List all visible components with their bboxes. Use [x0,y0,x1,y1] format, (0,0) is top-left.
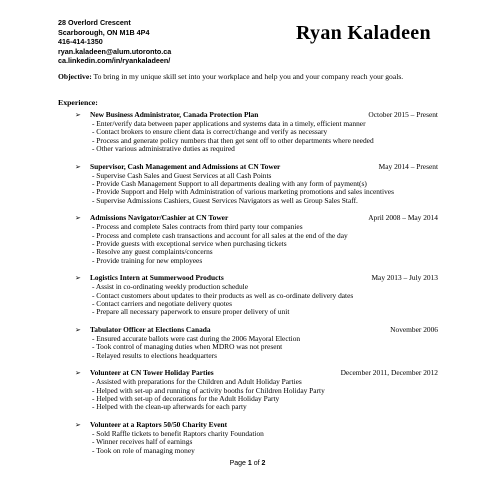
job-duties [58,430,438,455]
duty-item: - Assist in co-ordinating weekly production schedule [92,282,248,292]
job-header [58,273,438,283]
duty-item: - Took on role of managing money [92,445,195,455]
contact-street: 28 Overlord Crescent [58,18,131,27]
arrow-bullet-icon: ➢ [75,274,81,283]
duty-item: - Winner receives half of earnings [92,437,193,447]
job-date: October 2015 – Present [368,110,438,119]
job-header [58,325,438,335]
job-title: Tabulator Officer at Elections Canada [90,325,211,335]
arrow-bullet-icon: ➢ [75,421,81,430]
footer-page-label: Page [229,460,246,467]
job-date: November 2006 [390,325,438,335]
page-footer [0,460,495,467]
duty-item: - Helped with the clean-up afterwards for each party [92,402,247,412]
duty-item: - Enter/verify data between paper applications and systems data in a timely, efficient manner [92,119,366,128]
duty-item: - Supervise Admissions Cashiers, Guest Services Navigators as well as Group Sales Staff. [92,195,358,205]
duty-item: - Provide guests with exceptional service when purchasing tickets [92,238,287,248]
job-duties [58,378,438,411]
arrow-bullet-icon: ➢ [75,214,81,223]
objective-section [58,72,438,82]
job-entry [58,368,438,411]
arrow-bullet-icon: ➢ [75,369,81,378]
job-entry [58,213,438,264]
objective-text: To bring in my unique skill set into your workplace and help you and your company reach your goals. [93,72,404,81]
contact-phone: 416-414-1350 [58,37,103,47]
duty-item: - Process and generate policy numbers that then get sent off to other departments where needed [92,135,374,145]
duty-item: - Process and complete Sales contracts from third party tour companies [92,222,303,232]
duty-item: - Provide Support and Help with Administration of various marketing promotions and sales incentives [92,187,394,197]
job-title: Supervisor, Cash Management and Admissions at CN Tower [90,161,281,171]
job-header [58,368,438,378]
job-title: Volunteer at CN Tower Holiday Parties [90,368,214,378]
job-date: April 2008 – May 2014 [368,213,438,223]
duty-item: - Contact brokers to ensure client data is correct/change and verify as necessary [92,127,328,137]
duty-item: - Ensured accurate ballots were cast during the 2006 Mayoral Election [92,334,301,344]
experience-list [58,110,438,464]
job-duties [58,120,438,153]
resume-name: Ryan Kaladeen [296,22,431,44]
job-entry [58,110,438,153]
duty-item: - Helped with set-up of decorations for the Adult Holiday Party [92,394,280,404]
job-entry [58,325,438,360]
duty-item: - Contact carriers and negotiate delivery quotes [92,298,232,308]
duty-item: - Process and complete cash transactions and account for all sales at the end of the day [92,230,348,240]
objective-label: Objective: [58,72,92,81]
arrow-bullet-icon: ➢ [75,326,81,335]
duty-item: - Took control of managing duties when MDRO was not present [92,342,283,352]
experience-heading: Experience: [58,98,98,107]
duty-item: - Assisted with preparations for the Children and Adult Holiday Parties [92,377,302,387]
contact-block [58,18,171,66]
job-date: December 2011, December 2012 [340,368,438,378]
job-duties [58,335,438,360]
job-header [58,420,438,430]
duty-item: - Sold Raffle tickets to benefit Raptors charity Foundation [92,429,264,439]
job-title: Admissions Navigator/Cashier at CN Tower [90,213,229,223]
arrow-bullet-icon: ➢ [75,162,81,171]
job-header [58,110,438,120]
duty-item: - Helped with set-up and running of activity booths for Children Holiday Party [92,385,325,395]
duty-item: - Provide training for new employees [92,255,203,265]
job-title: Logistics Intern at Summerwood Products [90,273,224,283]
contact-email[interactable]: ryan.kaladeen@alum.utoronto.ca [58,46,172,56]
arrow-bullet-icon: ➢ [75,111,81,119]
duty-item: - Prepare all necessary paperwork to ensure proper delivery of unit [92,307,290,317]
footer-total-pages: 2 [261,460,266,467]
footer-of-label: of [253,460,260,467]
duty-item: - Other various administrative duties as required [92,143,235,153]
duty-item: - Relayed results to elections headquarters [92,350,217,360]
job-header [58,162,438,172]
job-entry [58,162,438,205]
contact-city: Scarborough, ON M1B 4P4 [58,27,150,37]
job-entry [58,273,438,316]
job-title: Volunteer at a Raptors 50/50 Charity Event [90,420,228,430]
duty-item: - Supervise Cash Sales and Guest Services at all Cash Points [92,170,272,180]
job-entry [58,420,438,455]
job-duties [58,172,438,205]
job-date: May 2013 – July 2013 [371,273,438,283]
job-title: New Business Administrator, Canada Protection Plan [90,110,259,119]
footer-current-page: 1 [247,460,252,467]
contact-linkedin[interactable]: ca.linkedin.com/in/ryankaladeen/ [58,56,171,66]
duty-item: - Contact customers about updates to their products as well as co-ordinate delivery dates [92,290,354,300]
job-duties [58,223,438,264]
duty-item: - Resolve any guest complaints/concerns [92,247,213,257]
job-header [58,213,438,223]
duty-item: - Provide Cash Management Support to all departments dealing with any form of payment(s) [92,178,367,188]
job-duties [58,283,438,316]
job-date: May 2014 – Present [378,161,438,171]
